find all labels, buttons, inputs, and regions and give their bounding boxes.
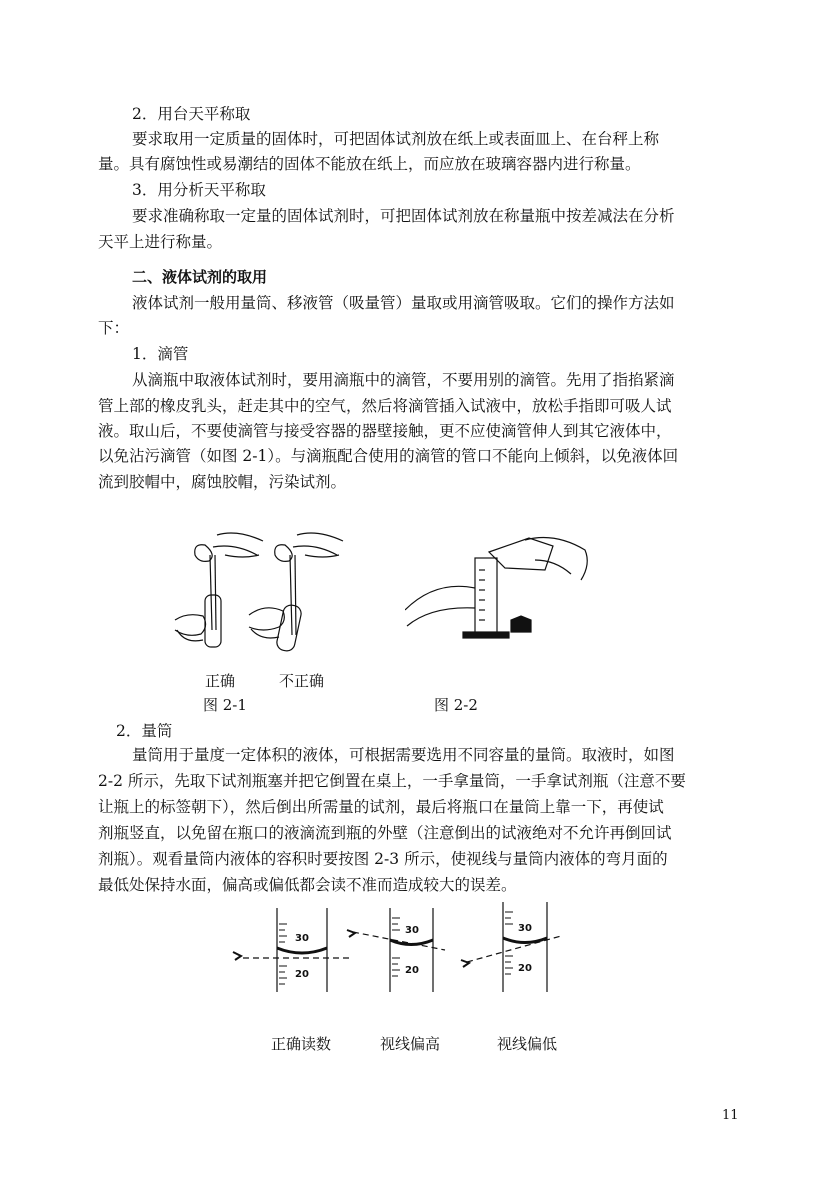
figure-2-2-cylinder-pouring-illustration [405,530,595,650]
paragraph-line: 剂瓶竖直，以免留在瓶口的液滴流到瓶的外壁（注意倒出的试液绝对不允许再倒回试 [98,824,672,842]
fig23-label-correct-reading: 正确读数 [271,1035,332,1053]
paragraph-line: 下： [98,319,130,337]
fig23-label-sight-too-low: 视线偏低 [497,1035,558,1053]
paragraph-line: 要求取用一定质量的固体时，可把固体试剂放在纸上或表面皿上、在台秤上称 [132,130,660,148]
subheading-graduated-cylinder: 2．量筒 [116,722,173,740]
subheading-platform-balance: 2．用台天平称取 [132,105,251,123]
fig21-caption: 图 2-1 [203,696,247,714]
fig22-caption: 图 2-2 [434,696,478,714]
paragraph-line: 天平上进行称量。 [98,233,223,251]
cyl1-mark-20: 20 [295,969,309,980]
cyl1-mark-30: 30 [295,933,309,944]
figure-2-1-dropper-illustration [165,525,355,665]
figure-2-3-meniscus-reading-illustration [225,900,595,1000]
paragraph-line: 流到胶帽中，腐蚀胶帽，污染试剂。 [98,473,347,491]
section-heading-liquid-reagents: 二、液体试剂的取用 [132,268,268,286]
cyl2-mark-30: 30 [405,925,419,936]
paragraph-line: 2-2 所示，先取下试剂瓶塞并把它倒置在桌上，一手拿量筒，一手拿试剂瓶（注意不要 [98,772,686,790]
paragraph-line: 量筒用于量度一定体积的液体，可根据需要选用不同容量的量筒。取液时，如图 [132,746,675,764]
paragraph-line: 要求准确称取一定量的固体试剂时，可把固体试剂放在称量瓶中按差减法在分析 [132,207,675,225]
cyl3-mark-20: 20 [518,963,532,974]
fig21-label-incorrect: 不正确 [279,672,325,690]
paragraph-line: 量。具有腐蚀性或易潮结的固体不能放在纸上，而应放在玻璃容器内进行称量。 [98,155,641,173]
paragraph-line: 最低处保持水面，偏高或偏低都会读不准而造成较大的误差。 [98,876,517,894]
paragraph-line: 剂瓶）。观看量筒内液体的容积时要按图 2-3 所示，使视线与量筒内液体的弯月面的 [98,850,668,868]
subheading-dropper: 1．滴管 [132,345,189,363]
fig21-label-correct: 正确 [205,672,236,690]
fig23-label-sight-too-high: 视线偏高 [380,1035,441,1053]
paragraph-line: 以免沾污滴管（如图 2-1）。与滴瓶配合使用的滴管的管口不能向上倾斜，以免液体回 [98,447,679,465]
page-number: 11 [722,1108,739,1123]
paragraph-line: 从滴瓶中取液体试剂时，要用滴瓶中的滴管，不要用别的滴管。先用了指掐紧滴 [132,371,675,389]
paragraph-line: 让瓶上的标签朝下），然后倒出所需量的试剂，最后将瓶口在量筒上靠一下，再使试 [98,798,664,816]
paragraph-line: 液。取山后，不要使滴管与接受容器的器壁接触，更不应使滴管伸人到其它液体中， [98,422,672,440]
cyl2-mark-20: 20 [405,965,419,976]
paragraph-line: 液体试剂一般用量筒、移液管（吸量管）量取或用滴管吸取。它们的操作方法如 [132,294,675,312]
cyl3-mark-30: 30 [518,923,532,934]
paragraph-line: 管上部的橡皮乳头，赶走其中的空气，然后将滴管插入试液中，放松手指即可吸人试 [98,397,672,415]
subheading-analytical-balance: 3．用分析天平称取 [132,181,266,199]
